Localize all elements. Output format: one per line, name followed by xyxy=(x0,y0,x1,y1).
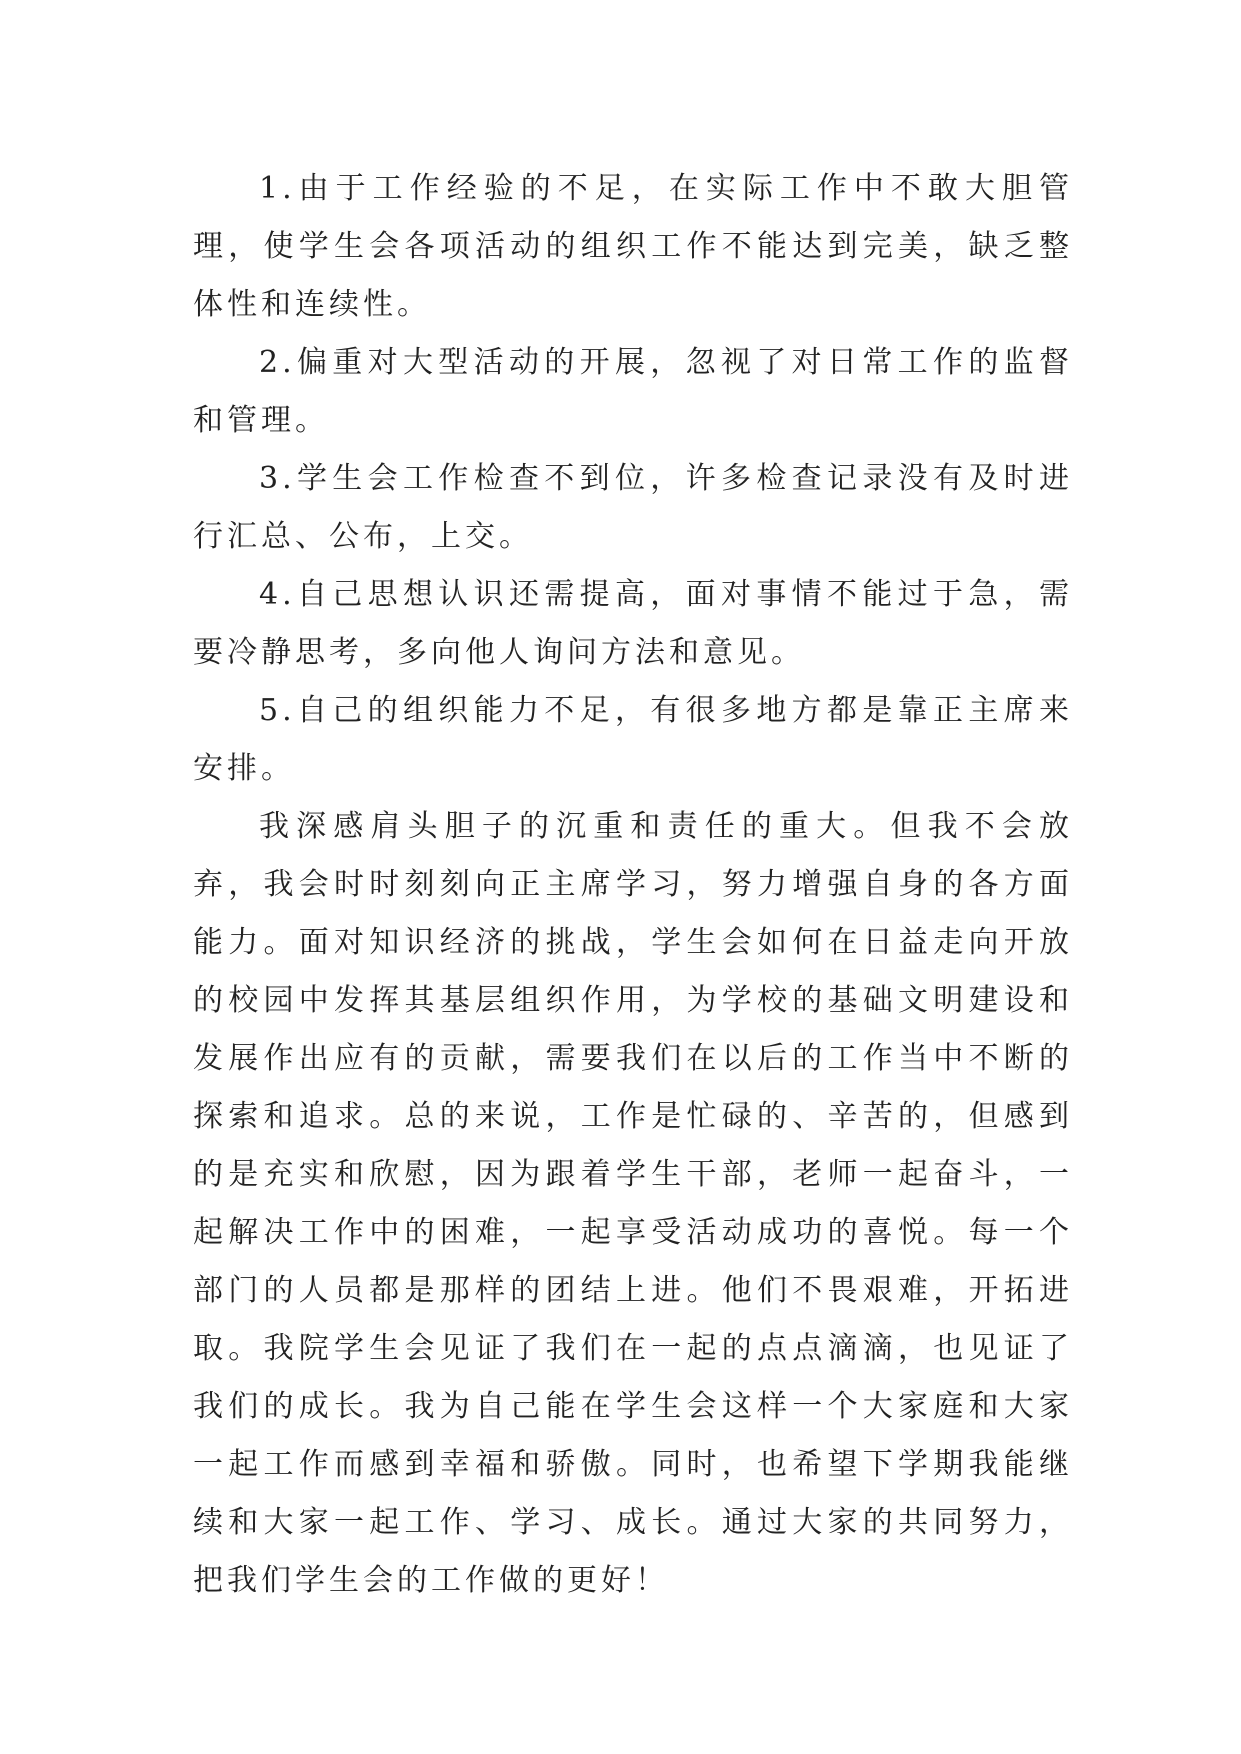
paragraph-shortcoming-5: 5.自己的组织能力不足，有很多地方都是靠正主席来安排。 xyxy=(193,693,1073,786)
paragraph-shortcoming-3: 3.学生会工作检查不到位，许多检查记录没有及时进行汇总、公布，上交。 xyxy=(193,461,1073,554)
paragraph-shortcoming-1: 1.由于工作经验的不足，在实际工作中不敢大胆管理，使学生会各项活动的组织工作不能达到完美，缺乏整体性和连续性。 xyxy=(193,171,1073,322)
paragraph-shortcoming-2: 2.偏重对大型活动的开展，忽视了对日常工作的监督和管理。 xyxy=(193,345,1073,438)
paragraph-conclusion: 我深感肩头胆子的沉重和责任的重大。但我不会放弃，我会时时刻刻向正主席学习，努力增强自身的各方面能力。面对知识经济的挑战，学生会如何在日益走向开放的校园中发挥其基层组织作用，为学校的基础文明建设和发展作出应有的贡献，需要我们在以后的工作当中不断的探索和追求。总的来说，工作是忙碌的、辛苦的，但感到的是充实和欣慰，因为跟着学生干部，老师一起奋斗，一起解决工作中的困难，一起享受活动成功的喜悦。每一个部门的人员都是那样的团结上进。他们不畏艰难，开拓进取。我院学生会见证了我们在一起的点点滴滴，也见证了我们的成长。我为自己能在学生会这样一个大家庭和大家一起工作而感到幸福和骄傲。同时，也希望下学期我能继续和大家一起工作、学习、成长。通过大家的共同努力，把我们学生会的工作做的更好！ xyxy=(193,809,1073,1598)
paragraph-shortcoming-4: 4.自己思想认识还需提高，面对事情不能过于急，需要冷静思考，多向他人询问方法和意见。 xyxy=(193,577,1073,670)
document-body xyxy=(193,160,1073,1610)
